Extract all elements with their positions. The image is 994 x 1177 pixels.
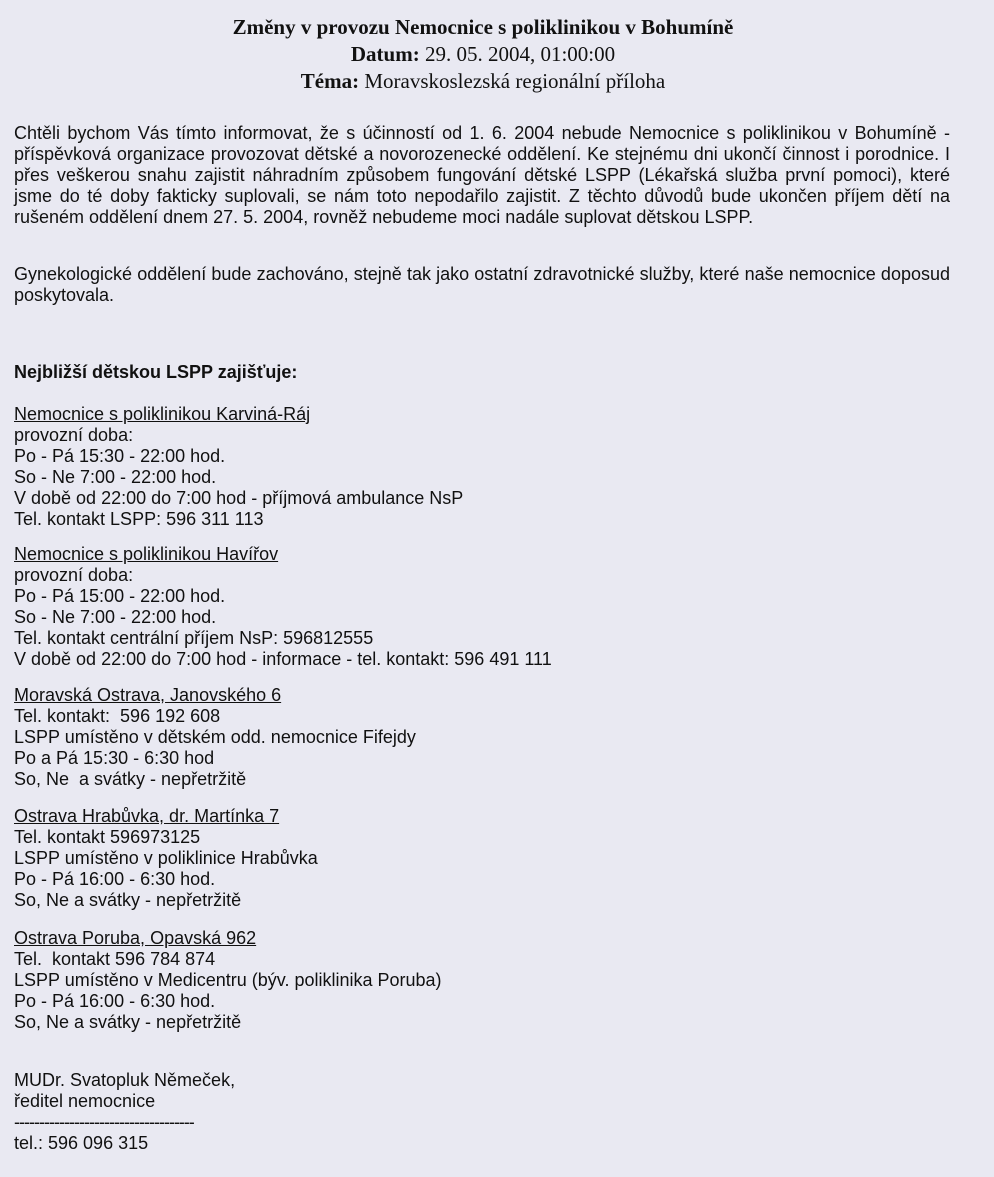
facility-name: Ostrava Hrabůvka, dr. Martínka 7 (14, 806, 280, 826)
facility-line: Tel. kontakt LSPP: 596 311 113 (14, 509, 264, 529)
facility-block (14, 806, 950, 911)
facility-line: So - Ne 7:00 - 22:00 hod. (14, 607, 217, 627)
intro-paragraph: Chtěli bychom Vás tímto informovat, že s účinností od 1. 6. 2004 nebude Nemocnice s poliklinikou v Bohumíně - příspěvková organizace provozovat dětské a novorozenecké oddělení. Ke stejnému dni ukončí činnost i porodnice. I přes veškerou snahu zajistit náhradním způsobem fungování dětské LSPP (Lékařská služba první pomoci), které jsme do té doby fakticky suplovali, se nám toto nepodařilo zajistit. Z těchto důvodů bude ukončen příjem dětí na rušeném oddělení dnem 27. 5. 2004, rovněž nebudeme moci nadále suplovat dětskou LSPP. (14, 123, 950, 227)
facility-name: Moravská Ostrava, Janovského 6 (14, 685, 282, 705)
facility-line: Tel. kontakt centrální příjem NsP: 596812555 (14, 628, 374, 648)
topic-value: Moravskoslezská regionální příloha (364, 69, 666, 93)
facility-name: Ostrava Poruba, Opavská 962 (14, 928, 257, 948)
facility-line: LSPP umístěno v Medicentru (býv. poliklinika Poruba) (14, 970, 442, 990)
facility-block (14, 685, 950, 790)
date-line (0, 41, 966, 68)
document-title: Změny v provozu Nemocnice s poliklinikou v Bohumíně (232, 15, 734, 39)
facility-line: Po - Pá 16:00 - 6:30 hod. (14, 869, 216, 889)
facility-line: Po - Pá 15:30 - 22:00 hod. (14, 446, 226, 466)
signature-block (14, 1070, 950, 1154)
facility-line: provozní doba: (14, 565, 134, 585)
facility-name: Nemocnice s poliklinikou Karviná-Ráj (14, 404, 311, 424)
topic-label: Téma: (300, 69, 360, 93)
signature-role: ředitel nemocnice (14, 1091, 156, 1111)
signature-divider: ------------------------------------ (14, 1112, 194, 1132)
date-label: Datum: (350, 42, 420, 66)
facility-line: Tel. kontakt: 596 192 608 (14, 706, 221, 726)
date-value: 29. 05. 2004, 01:00:00 (424, 42, 616, 66)
facility-name: Nemocnice s poliklinikou Havířov (14, 544, 279, 564)
facility-line: LSPP umístěno v dětském odd. nemocnice Fifejdy (14, 727, 416, 747)
facility-block (14, 404, 950, 530)
topic-line (0, 68, 966, 95)
facility-line: Tel. kontakt 596 784 874 (14, 949, 216, 969)
facility-line: Po a Pá 15:30 - 6:30 hod (14, 748, 215, 768)
facility-line: V době od 22:00 do 7:00 hod - informace - tel. kontakt: 596 491 111 (14, 649, 552, 669)
facility-line: Po - Pá 15:00 - 22:00 hod. (14, 586, 226, 606)
facility-line: So, Ne a svátky - nepřetržitě (14, 1012, 242, 1032)
facility-block (14, 928, 950, 1033)
facility-line: So - Ne 7:00 - 22:00 hod. (14, 467, 217, 487)
signature-phone: tel.: 596 096 315 (14, 1133, 149, 1153)
facility-line: provozní doba: (14, 425, 134, 445)
lspp-heading: Nejbližší dětskou LSPP zajišťuje: (14, 362, 298, 382)
facility-line: So, Ne a svátky - nepřetržitě (14, 769, 247, 789)
facility-line: So, Ne a svátky - nepřetržitě (14, 890, 242, 910)
facility-line: Po - Pá 16:00 - 6:30 hod. (14, 991, 216, 1011)
facility-line: LSPP umístěno v poliklinice Hrabůvka (14, 848, 318, 868)
signature-name: MUDr. Svatopluk Němeček, (14, 1070, 236, 1090)
facility-line: Tel. kontakt 596973125 (14, 827, 201, 847)
gynecology-paragraph: Gynekologické oddělení bude zachováno, stejně tak jako ostatní zdravotnické služby, které naše nemocnice doposud poskytovala. (14, 264, 950, 305)
facility-line: V době od 22:00 do 7:00 hod - příjmová ambulance NsP (14, 488, 464, 508)
facility-block (14, 544, 950, 670)
document-header (0, 14, 966, 95)
